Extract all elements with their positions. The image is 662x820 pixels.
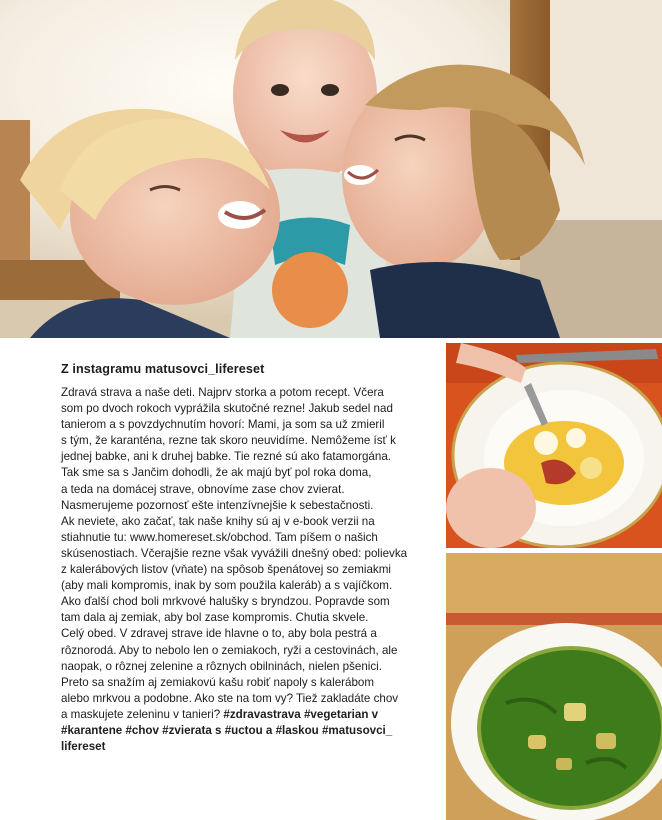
instagram-post-article <box>61 362 429 755</box>
article-line: naopak, o rôznej zelenine a rôznych obilninách, nielen pšenici. <box>61 659 382 673</box>
article-line: stiahnutie tu: www.homereset.sk/obchod. Tam píšem o našich <box>61 530 378 544</box>
hashtags[interactable]: lifereset <box>61 740 106 754</box>
article-line: Zdravá strava a naše deti. Najprv storka a potom recept. Včera <box>61 386 384 399</box>
article-line: a teda na domácej strave, obnovíme zase chov zvierat. <box>61 482 345 496</box>
article-line: Preto sa snažím aj zemiakovú kašu robiť napoly s kalerábom <box>61 675 375 689</box>
article-line: (aby mali kompromis, inak by som použila kaleráb) a s vajíčkom. <box>61 579 393 593</box>
article-line-text: a maskujete zeleninu v tanieri? <box>61 707 224 721</box>
article-line: skúsenostiach. Včerajšie rezne však vyvážili dnešný obed: polievka <box>61 546 408 560</box>
article-line <box>61 723 429 739</box>
hero-children-photo <box>0 0 662 338</box>
article-line: jednej babke, ani k druhej babke. Tie rezné sú ako fatamorgána. <box>61 450 391 464</box>
green-soup-photo <box>446 553 662 820</box>
hashtags[interactable]: #karantene #chov #zvierata s #uctou a #laskou #matusovci_ <box>61 723 393 737</box>
article-line: Ako ďalší chod boli mrkvové halušky s bryndzou. Popravde som <box>61 595 390 609</box>
article-line: som po dvoch rokoch vyprážila skutočné rezne! Jakub sedel nad <box>61 402 393 416</box>
article-line: Tak sme sa s Jančim dohodli, že ak majú byť pol roka doma, <box>61 466 372 480</box>
article-line <box>61 739 429 755</box>
article-line: Celý obed. V zdravej strave ide hlavne o to, aby bola pestrá a <box>61 627 377 641</box>
article-line: tanierom a s povzdychnutím hovorí: Mami, ja som sa už zmieril <box>61 418 385 432</box>
article-line: rôznorodá. Aby to nebolo len o zemiakoch, ryži a cestovinách, ale <box>61 643 398 657</box>
article-line: alebo mrkvou a podobne. Ako ste na tom vy? Tiež zakladáte chov <box>61 691 399 705</box>
hashtags[interactable]: #zdravastrava #vegetarian v <box>223 707 379 721</box>
article-line: z kalerábových listov (vňate) na spôsob špenátovej so zemiakmi <box>61 563 391 577</box>
article-title: Z instagramu matusovci_lifereset <box>61 362 265 376</box>
article-line: Ak neviete, ako začať, tak naše knihy sú aj v e-book verzii na <box>61 514 375 528</box>
egg-plate-photo <box>446 343 662 548</box>
article-body <box>61 385 429 755</box>
article-line: Nasmerujeme pozornosť ešte intenzívnejšie k sebestačnosti. <box>61 498 374 512</box>
article-line: s tým, že karanténa, rezne tak skoro neuvidíme. Nemôžeme ísť k <box>61 434 396 448</box>
article-line: tam dala aj zemiak, aby bol zase kompromis. Chutia skvele. <box>61 611 369 625</box>
article-line <box>61 707 429 723</box>
